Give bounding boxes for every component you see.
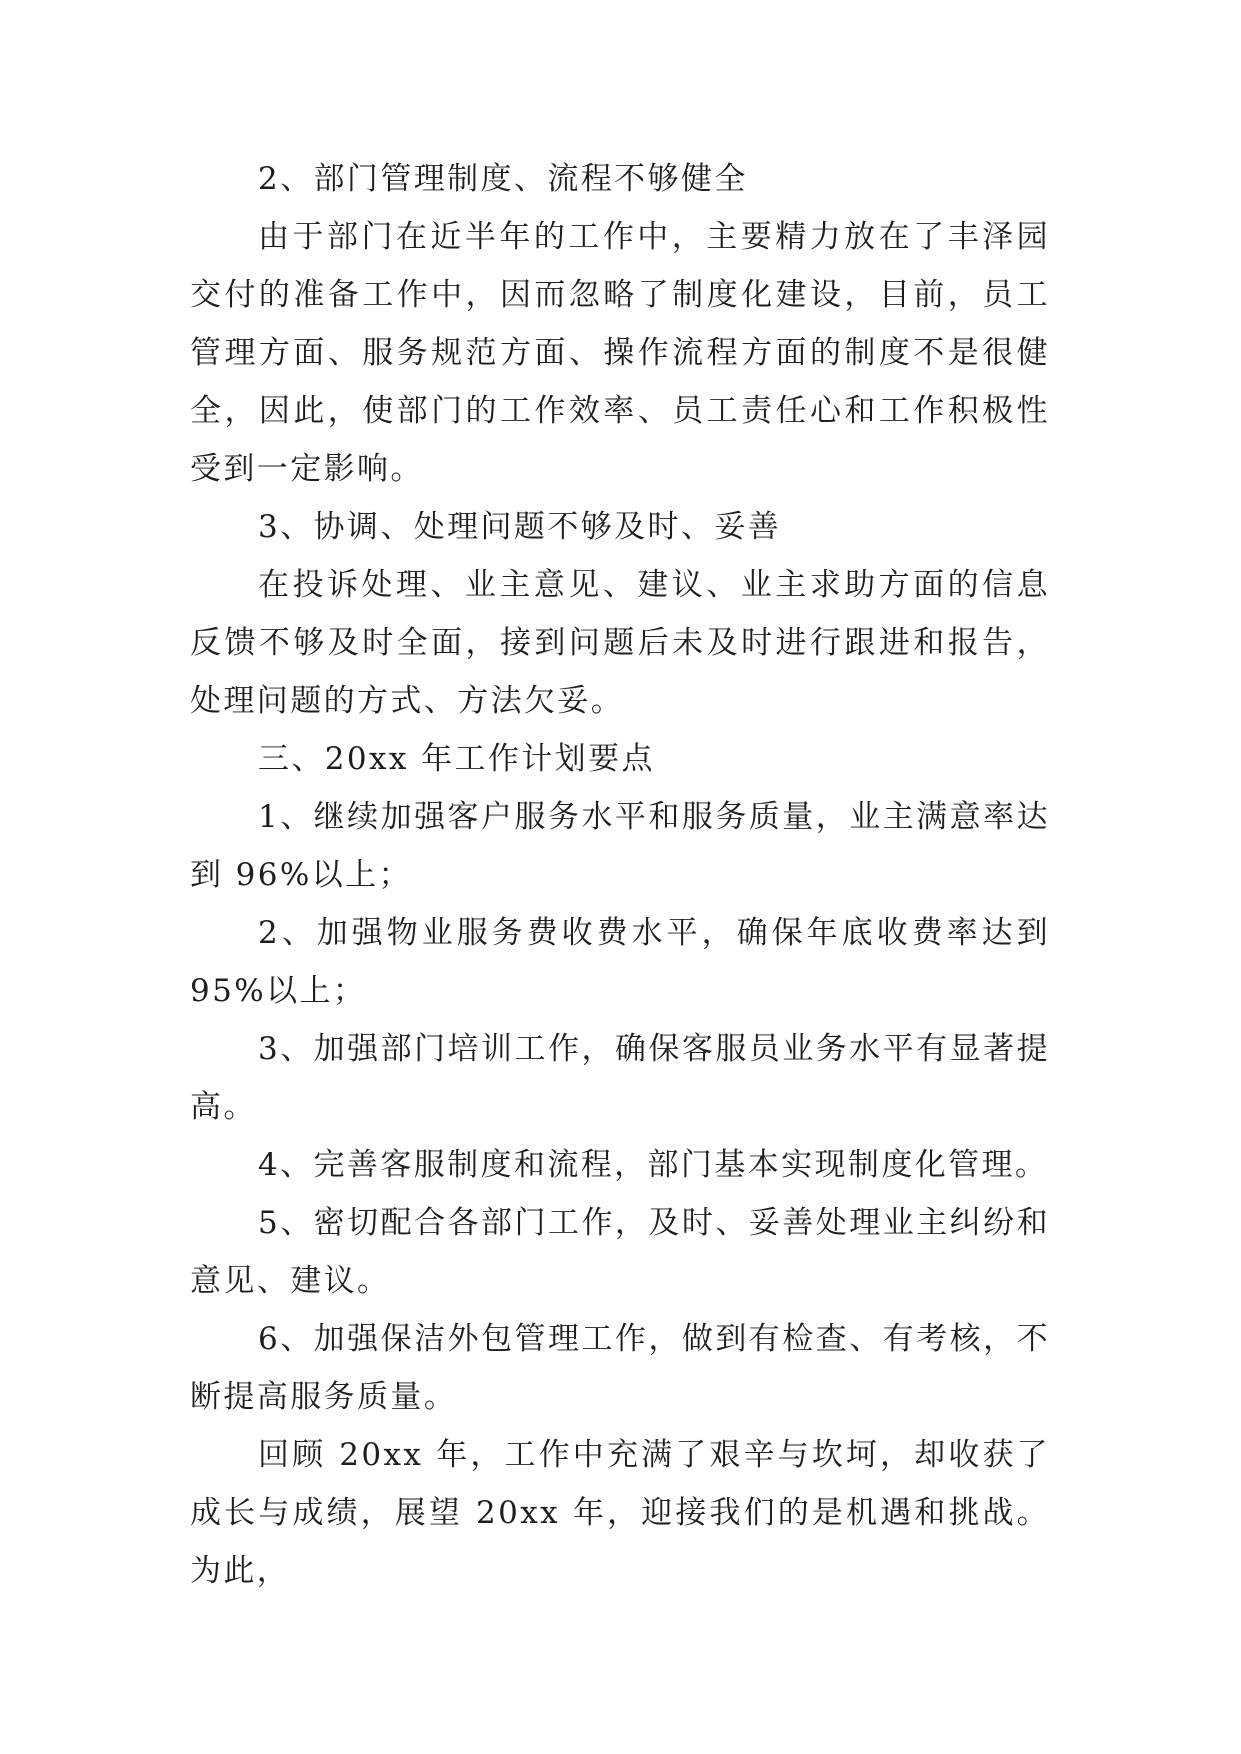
- section-heading-coordination: 3、协调、处理问题不够及时、妥善: [258, 509, 782, 545]
- plan-item: 6、加强保洁外包管理工作，做到有检查、有考核，不断提高服务质量。: [190, 1321, 1050, 1415]
- closing-paragraph: 回顾 20xx 年，工作中充满了艰辛与坎坷，却收获了成长与成绩，展望 20xx 年，迎接我们的是机遇和挑战。为此，: [190, 1437, 1050, 1589]
- body-paragraph: 在投诉处理、业主意见、建议、业主求助方面的信息反馈不够及时全面，接到问题后未及时进行跟进和报告，处理问题的方式、方法欠妥。: [190, 567, 1050, 719]
- section-heading-work-plan: 三、20xx 年工作计划要点: [258, 741, 655, 777]
- plan-item: 4、完善客服制度和流程，部门基本实现制度化管理。: [258, 1147, 1049, 1183]
- plan-item: 1、继续加强客户服务水平和服务质量，业主满意率达到 96%以上；: [190, 799, 1050, 893]
- document-page: [190, 150, 1050, 1600]
- plan-item: 3、加强部门培训工作，确保客服员业务水平有显著提高。: [190, 1031, 1050, 1125]
- plan-item: 2、加强物业服务费收费水平，确保年底收费率达到 95%以上；: [190, 915, 1050, 1009]
- section-heading-department-rules: 2、部门管理制度、流程不够健全: [258, 161, 748, 197]
- plan-item: 5、密切配合各部门工作，及时、妥善处理业主纠纷和意见、建议。: [190, 1205, 1050, 1299]
- body-paragraph: 由于部门在近半年的工作中，主要精力放在了丰泽园交付的准备工作中，因而忽略了制度化建设，目前，员工管理方面、服务规范方面、操作流程方面的制度不是很健全，因此，使部门的工作效率、员工责任心和工作积极性受到一定影响。: [190, 219, 1050, 487]
